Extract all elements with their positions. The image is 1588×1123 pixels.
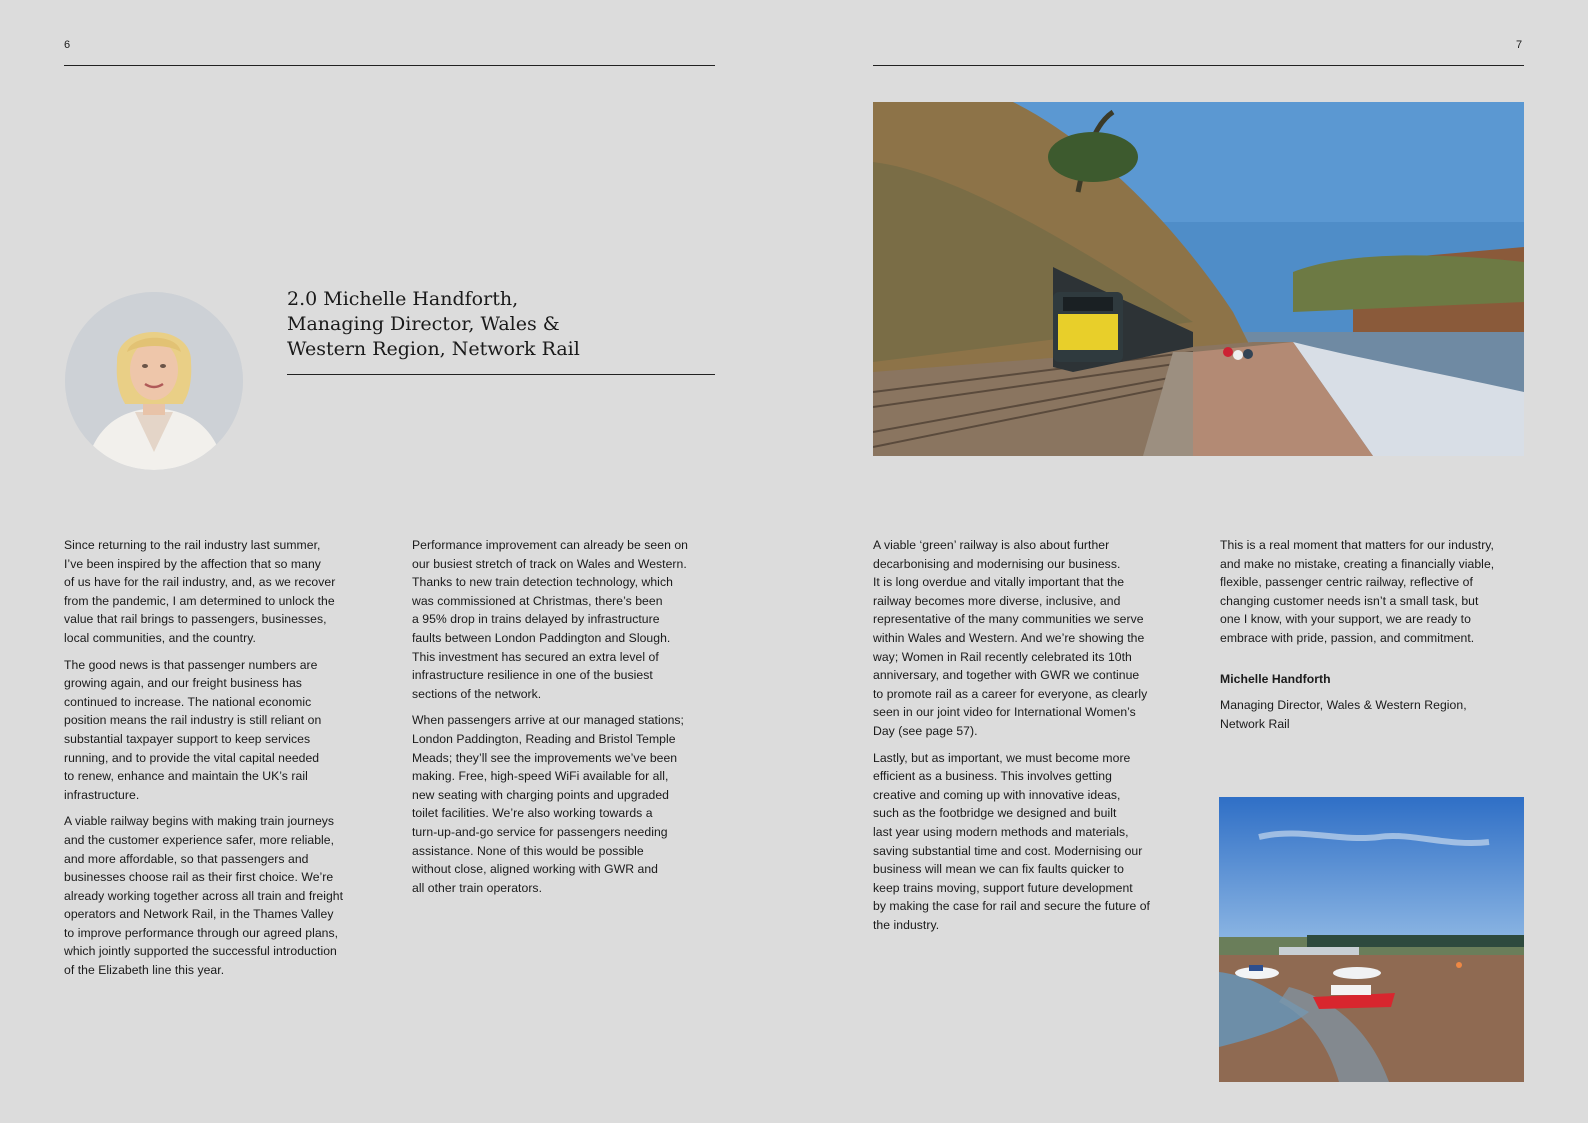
paragraph	[64, 536, 374, 648]
paragraph	[1220, 536, 1530, 648]
text-line: turn-up-and-go service for passengers needing	[412, 824, 668, 839]
text-line: London Paddington, Reading and Bristol Temple	[412, 731, 676, 746]
text-line: creative and coming up with innovative ideas,	[873, 787, 1121, 802]
paragraph	[412, 711, 722, 897]
text-line: faults between London Paddington and Slough.	[412, 630, 671, 645]
text-line: anniversary, and together with GWR we continue	[873, 668, 1140, 683]
text-line: by making the case for rail and secure the future of	[873, 899, 1150, 914]
article-title	[287, 287, 717, 362]
text-line: flexible, passenger centric railway, reflective of	[1220, 575, 1473, 590]
text-line: seen in our joint video for International Women’s	[873, 705, 1136, 720]
text-line: Managing Director, Wales & Western Region,	[1220, 698, 1467, 713]
text-line: way; Women in Rail recently celebrated its 10th	[873, 649, 1132, 664]
text-line: Day (see page 57).	[873, 723, 978, 738]
text-line: A viable railway begins with making train journeys	[64, 814, 335, 829]
text-line: efficient as a business. This involves getting	[873, 769, 1112, 784]
text-line: position means the rail industry is still reliant on	[64, 713, 322, 728]
text-line: continued to increase. The national economic	[64, 694, 312, 709]
text-line: infrastructure.	[64, 787, 140, 802]
header-rule-right	[873, 65, 1524, 66]
text-line: Network Rail	[1220, 716, 1290, 731]
text-line: all other train operators.	[412, 880, 543, 895]
title-line: Managing Director, Wales &	[287, 313, 560, 335]
text-line: Lastly, but as important, we must become more	[873, 750, 1131, 765]
text-line: to promote rail as a career for everyone, as clearly	[873, 686, 1148, 701]
text-line: railway becomes more diverse, inclusive, and	[873, 593, 1121, 608]
text-column-4	[1220, 536, 1530, 741]
text-column-1	[64, 536, 374, 988]
text-line: This is a real moment that matters for our industry,	[1220, 538, 1494, 552]
text-line: one I know, with your support, we are ready to	[1220, 612, 1471, 627]
text-line: Thanks to new train detection technology, which	[412, 575, 673, 590]
portrait-photo	[65, 292, 243, 470]
text-line: running, and to provide the vital capital needed	[64, 750, 320, 765]
signature-role	[1220, 696, 1530, 733]
paragraph	[64, 656, 374, 805]
text-line: Meads; they’ll see the improvements we’ve been	[412, 750, 678, 765]
text-line: from the pandemic, I am determined to unlock the	[64, 593, 335, 608]
paragraph	[873, 749, 1183, 935]
text-line: I’ve been inspired by the affection that so many	[64, 556, 321, 571]
text-line: business will mean we can fix faults quicker to	[873, 862, 1124, 877]
text-line: changing customer needs isn’t a small task, but	[1220, 593, 1479, 608]
paragraph	[873, 536, 1183, 741]
text-line: new seating with charging points and upgraded	[412, 787, 670, 802]
text-line: Performance improvement can already be seen on	[412, 538, 688, 552]
text-line: decarbonising and modernising our business.	[873, 556, 1121, 571]
text-line: already working together across all train and freight	[64, 888, 344, 903]
text-line: making. Free, high-speed WiFi available for all,	[412, 769, 669, 784]
text-line: to renew, enhance and maintain the UK’s rail	[64, 769, 308, 784]
text-line: Since returning to the rail industry last summer,	[64, 538, 321, 552]
text-line: such as the footbridge we designed and built	[873, 806, 1117, 821]
text-line: operators and Network Rail, in the Thames Valley	[64, 907, 334, 922]
text-line: keep trains moving, support future development	[873, 880, 1133, 895]
page-number-right: 7	[1516, 39, 1523, 51]
text-line: infrastructure resilience in one of the busiest	[412, 668, 653, 683]
text-line: and the customer experience safer, more reliable,	[64, 832, 335, 847]
text-line: a 95% drop in trains delayed by infrastructure	[412, 612, 660, 627]
text-line: It is long overdue and vitally important that the	[873, 575, 1125, 590]
title-line: 2.0 Michelle Handforth,	[287, 288, 519, 310]
text-line: which jointly supported the successful introduction	[64, 944, 337, 959]
text-line: businesses choose rail as their first choice. We’re	[64, 870, 334, 885]
page-number-left: 6	[64, 39, 71, 51]
text-line: of the Elizabeth line this year.	[64, 963, 225, 978]
text-line: toilet facilities. We’re also working towards a	[412, 806, 653, 821]
text-line: without close, aligned working with GWR and	[412, 862, 659, 877]
text-line: was commissioned at Christmas, there’s been	[412, 593, 663, 608]
text-line: growing again, and our freight business has	[64, 676, 302, 691]
title-rule	[287, 374, 715, 375]
text-line: sections of the network.	[412, 686, 542, 701]
text-line: and more affordable, so that passengers and	[64, 851, 309, 866]
paragraph	[412, 536, 722, 703]
header-rule-left	[64, 65, 715, 66]
text-line: saving substantial time and cost. Modernising our	[873, 843, 1143, 858]
text-line: The good news is that passenger numbers are	[64, 657, 318, 672]
text-column-3	[873, 536, 1183, 942]
title-line: Western Region, Network Rail	[287, 338, 580, 360]
text-line: embrace with pride, passion, and commitment.	[1220, 630, 1475, 645]
text-line: the industry.	[873, 917, 940, 932]
text-line: our busiest stretch of track on Wales and Western.	[412, 556, 687, 571]
text-line: When passengers arrive at our managed stations;	[412, 713, 684, 728]
text-line: This investment has secured an extra level of	[412, 649, 659, 664]
text-line: representative of the many communities we serve	[873, 612, 1144, 627]
text-line: substantial taxpayer support to keep services	[64, 731, 311, 746]
text-line: assistance. None of this would be possible	[412, 843, 644, 858]
paragraph	[64, 812, 374, 979]
text-line: within Wales and Western. And we’re showing the	[873, 630, 1145, 645]
text-line: value that rail brings to passengers, businesses,	[64, 612, 327, 627]
text-line: of us have for the rail industry, and, as we recover	[64, 575, 336, 590]
text-line: A viable ‘green’ railway is also about further	[873, 538, 1110, 552]
train-coast-photo	[873, 102, 1524, 456]
text-line: and make no mistake, creating a financially viable,	[1220, 556, 1495, 571]
signature-name: Michelle Handforth	[1220, 671, 1331, 686]
text-line: to improve performance through our agreed plans,	[64, 925, 339, 940]
estuary-boats-photo	[1219, 797, 1524, 1082]
text-line: last year using modern methods and materials,	[873, 824, 1129, 839]
text-line: local communities, and the country.	[64, 630, 256, 645]
text-column-2	[412, 536, 722, 905]
